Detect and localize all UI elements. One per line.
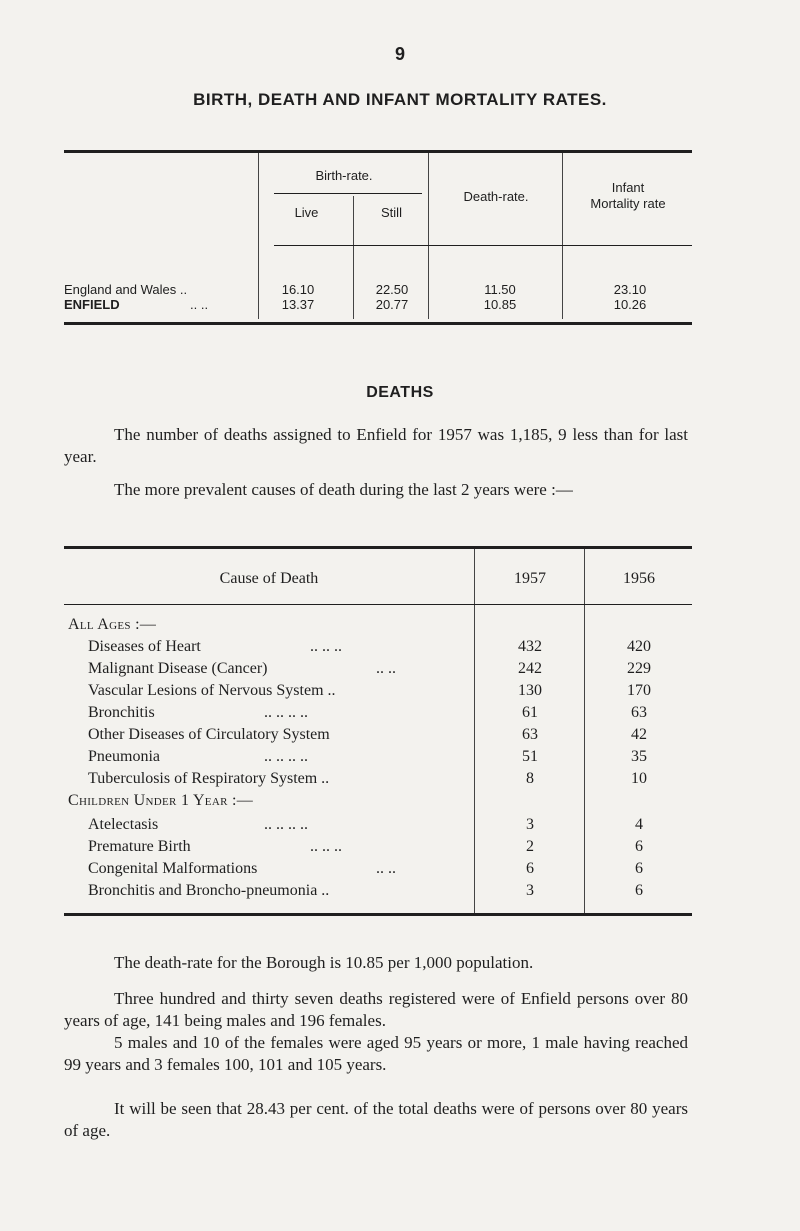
live-value: 13.37	[281, 297, 315, 312]
count-1956: 35	[631, 748, 647, 765]
group-label: Children Under 1 Year :—	[68, 792, 254, 809]
header-bottom-rule	[274, 245, 692, 246]
count-1956: 4	[635, 816, 643, 833]
cause-label: Premature Birth	[88, 838, 191, 855]
count-1956: 6	[635, 882, 643, 899]
closing-paragraph: It will be seen that 28.43 per cent. of the total deaths were of persons over 80 years of age.	[64, 1099, 688, 1140]
count-1957: 51	[522, 748, 538, 765]
infant-mortality-header-line2: Mortality rate	[590, 196, 666, 211]
leader-dots: .. ..	[376, 660, 396, 677]
leader-dots: .. .. .. ..	[264, 816, 308, 833]
count-1957: 3	[526, 882, 534, 899]
count-1957: 432	[518, 638, 542, 655]
count-1957: 8	[526, 770, 534, 787]
column-divider	[353, 196, 354, 319]
count-1957: 6	[526, 860, 534, 877]
count-1957: 130	[518, 682, 542, 699]
table-top-rule	[64, 150, 692, 153]
page-number: 9	[394, 44, 405, 64]
cause-label: Diseases of Heart	[88, 638, 201, 655]
table-bottom-rule	[64, 913, 692, 916]
count-1957: 61	[522, 704, 538, 721]
birth-rate-subrule	[274, 193, 422, 194]
leader-dots: .. ..	[190, 297, 209, 312]
year-header: 1956	[623, 570, 655, 587]
count-1957: 63	[522, 726, 538, 743]
deaths-heading: DEATHS	[366, 384, 434, 401]
infant-mortality-value: 10.26	[613, 297, 647, 312]
live-value: 16.10	[281, 282, 315, 297]
area-label: ENFIELD	[64, 297, 120, 312]
death-rate-value: 10.85	[483, 297, 517, 312]
column-divider	[428, 153, 429, 319]
leader-dots: .. .. ..	[310, 838, 342, 855]
header-bottom-rule	[64, 604, 692, 605]
intro-paragraph: The number of deaths assigned to Enfield for 1957 was 1,185, 9 less than for last year.	[64, 425, 688, 466]
birth-rate-header: Birth-rate.	[315, 168, 373, 183]
infant-mortality-header-line1: Infant	[611, 180, 645, 195]
cause-label: Other Diseases of Circulatory System	[88, 726, 330, 743]
leader-dots: .. .. ..	[310, 638, 342, 655]
group-label: All Ages :—	[68, 616, 157, 633]
cause-label: Congenital Malformations	[88, 860, 258, 877]
area-label: England and Wales ..	[64, 282, 188, 297]
leader-dots: .. .. .. ..	[264, 748, 308, 765]
cause-header: Cause of Death	[219, 570, 319, 587]
table-top-rule	[64, 546, 692, 549]
intro-paragraph: The more prevalent causes of death during the last 2 years were :—	[114, 480, 573, 499]
closing-paragraph: Three hundred and thirty seven deaths registered were of Enfield persons over 80 years of age, 141 being males and 196 females.	[64, 989, 688, 1030]
column-divider	[258, 153, 259, 319]
count-1956: 42	[631, 726, 647, 743]
count-1956: 63	[631, 704, 647, 721]
count-1956: 6	[635, 860, 643, 877]
closing-paragraph: The death-rate for the Borough is 10.85 per 1,000 population.	[114, 953, 534, 972]
column-divider	[562, 153, 563, 319]
count-1956: 6	[635, 838, 643, 855]
count-1956: 10	[631, 770, 647, 787]
count-1957: 242	[518, 660, 542, 677]
cause-label: Atelectasis	[88, 816, 159, 833]
cause-label: Malignant Disease (Cancer)	[88, 660, 268, 677]
infant-mortality-value: 23.10	[613, 282, 647, 297]
count-1956: 420	[627, 638, 651, 655]
count-1957: 2	[526, 838, 534, 855]
count-1957: 3	[526, 816, 534, 833]
death-rate-header: Death-rate.	[463, 189, 529, 204]
cause-label: Bronchitis	[88, 704, 155, 721]
count-1956: 170	[627, 682, 651, 699]
table-bottom-rule	[64, 322, 692, 325]
cause-label: Pneumonia	[88, 748, 160, 765]
cause-label: Tuberculosis of Respiratory System ..	[88, 770, 330, 787]
year-header: 1957	[514, 570, 546, 587]
closing-paragraph: 5 males and 10 of the females were aged 95 years or more, 1 male having reached 99 years and 3 females 100, 101 and 105 years.	[64, 1033, 688, 1074]
still-header: Still	[381, 205, 402, 220]
count-1956: 229	[627, 660, 651, 677]
leader-dots: .. ..	[376, 860, 396, 877]
live-header: Live	[294, 205, 319, 220]
still-value: 22.50	[375, 282, 409, 297]
page-title: BIRTH, DEATH AND INFANT MORTALITY RATES.	[193, 90, 607, 109]
cause-label: Bronchitis and Broncho-pneumonia ..	[88, 882, 330, 899]
death-rate-value: 11.50	[484, 282, 516, 297]
cause-label: Vascular Lesions of Nervous System ..	[88, 682, 336, 699]
still-value: 20.77	[375, 297, 409, 312]
leader-dots: .. .. .. ..	[264, 704, 308, 721]
